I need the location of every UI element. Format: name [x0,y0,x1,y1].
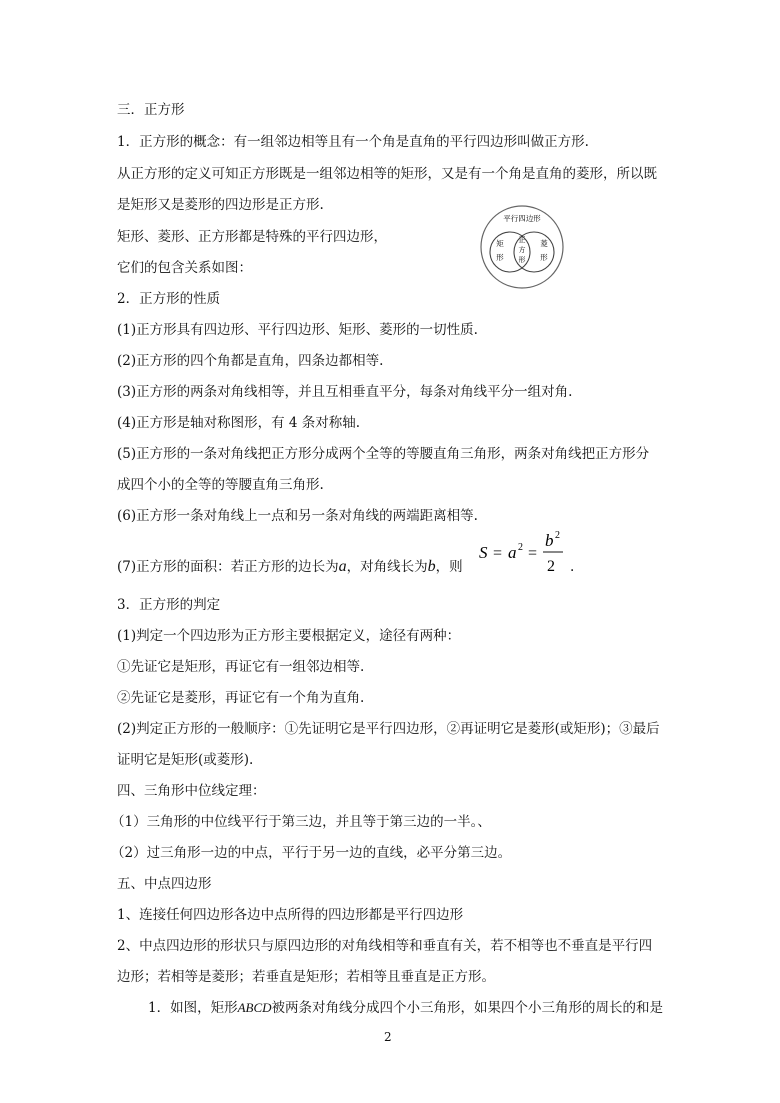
example-label: ABCD [237,1000,272,1015]
paragraph: 成四个小的全等的等腰直角三角形. [117,477,324,493]
paragraph: ①先证它是矩形，再证它有一组邻边相等. [117,659,365,675]
square-label-3: 形 [518,256,526,264]
square-label-2: 方 [518,246,526,254]
paragraph: 1、连接任何四边形各边中点所得的四边形都是平行四边形 [117,907,464,923]
formula-eq1: = [493,545,503,562]
rhombus-label-1: 菱 [540,239,548,248]
square-label-1: 正 [518,236,526,244]
paragraph: 是矩形又是菱形的四边形是正方形. [117,197,324,213]
example-line [148,999,663,1017]
subheading: 2．正方形的性质 [117,291,221,307]
rect-label-1: 矩 [496,239,504,248]
paragraph: (1)正方形具有四边形、平行四边形、矩形、菱形的一切性质. [117,322,478,338]
area-text: (7)正方形的面积：若正方形的边长为 [117,559,339,575]
formula-den: 2 [547,558,555,575]
paragraph: (3)正方形的两条对角线相等，并且互相垂直平分，每条对角线平分一组对角. [117,384,573,400]
paragraph: 从正方形的定义可知正方形既是一组邻边相等的矩形，又是有一个角是直角的菱形，所以既 [117,166,657,182]
paragraph: 边形；若相等是菱形；若垂直是矩形；若相等且垂直是正方形。 [117,969,495,985]
section-heading-midline: 四、三角形中位线定理： [117,783,266,799]
subheading: 3．正方形的判定 [117,597,221,613]
area-text: ，则 [435,559,463,575]
paragraph: ②先证它是菱形，再证它有一个角为直角. [117,690,365,706]
formula-sup1: 2 [518,542,523,553]
area-period: . [570,559,575,575]
paragraph: (6)正方形一条对角线上一点和另一条对角线的两端距离相等. [117,508,478,524]
paragraph: 证明它是矩形(或菱形). [117,752,254,768]
paragraph: 1．正方形的概念：有一组邻边相等且有一个角是直角的平行四边形叫做正方形. [117,134,589,150]
formula-a: a [508,543,517,562]
example-prefix: 1．如图，矩形 [148,1000,238,1016]
paragraph: (5)正方形的一条对角线把正方形分成两个全等的等腰直角三角形，两条对角线把正方形分 [117,446,650,462]
var-b: b [427,558,436,575]
page-number: 2 [384,1030,392,1044]
paragraph: (4)正方形是轴对称图形，有 4 条对称轴. [117,415,361,431]
formula-b: b [545,531,554,550]
paragraph: (2)判定正方形的一般顺序：①先证明它是平行四边形，②再证明它是菱形(或矩形)；③最后 [117,721,660,737]
rect-label-2: 形 [496,253,504,262]
formula-eq2: = [528,545,538,562]
section-heading-square: 三．正方形 [117,102,185,118]
formula-s: S [479,543,488,562]
rhombus-label-2: 形 [540,253,548,262]
section-heading-midpoint: 五、中点四边形 [117,876,212,892]
paragraph: (1)判定一个四边形为正方形主要根据定义，途径有两种： [117,628,461,644]
paragraph: （2）过三角形一边的中点，平行于另一边的直线，必平分第三边。 [111,845,512,861]
formula-sup2: 2 [555,530,560,541]
paragraph: 2、中点四边形的形状只与原四边形的对角线相等和垂直有关，若不相等也不垂直是平行四 [117,938,653,954]
area-formula [477,530,567,578]
example-suffix: 被两条对角线分成四个小三角形，如果四个小三角形的周长的和是 [271,1000,664,1016]
var-a: a [338,558,347,575]
area-line [117,558,463,576]
inclusion-diagram [466,204,578,290]
outer-label: 平行四边形 [503,214,541,223]
paragraph: (2)正方形的四个角都是直角，四条边都相等. [117,353,384,369]
paragraph: 它们的包含关系如图： [117,260,252,276]
area-text: ，对角线长为 [346,559,428,575]
paragraph: （1）三角形的中位线平行于第三边，并且等于第三边的一半。、 [111,814,491,830]
paragraph: 矩形、菱形、正方形都是特殊的平行四边形， [117,229,387,245]
